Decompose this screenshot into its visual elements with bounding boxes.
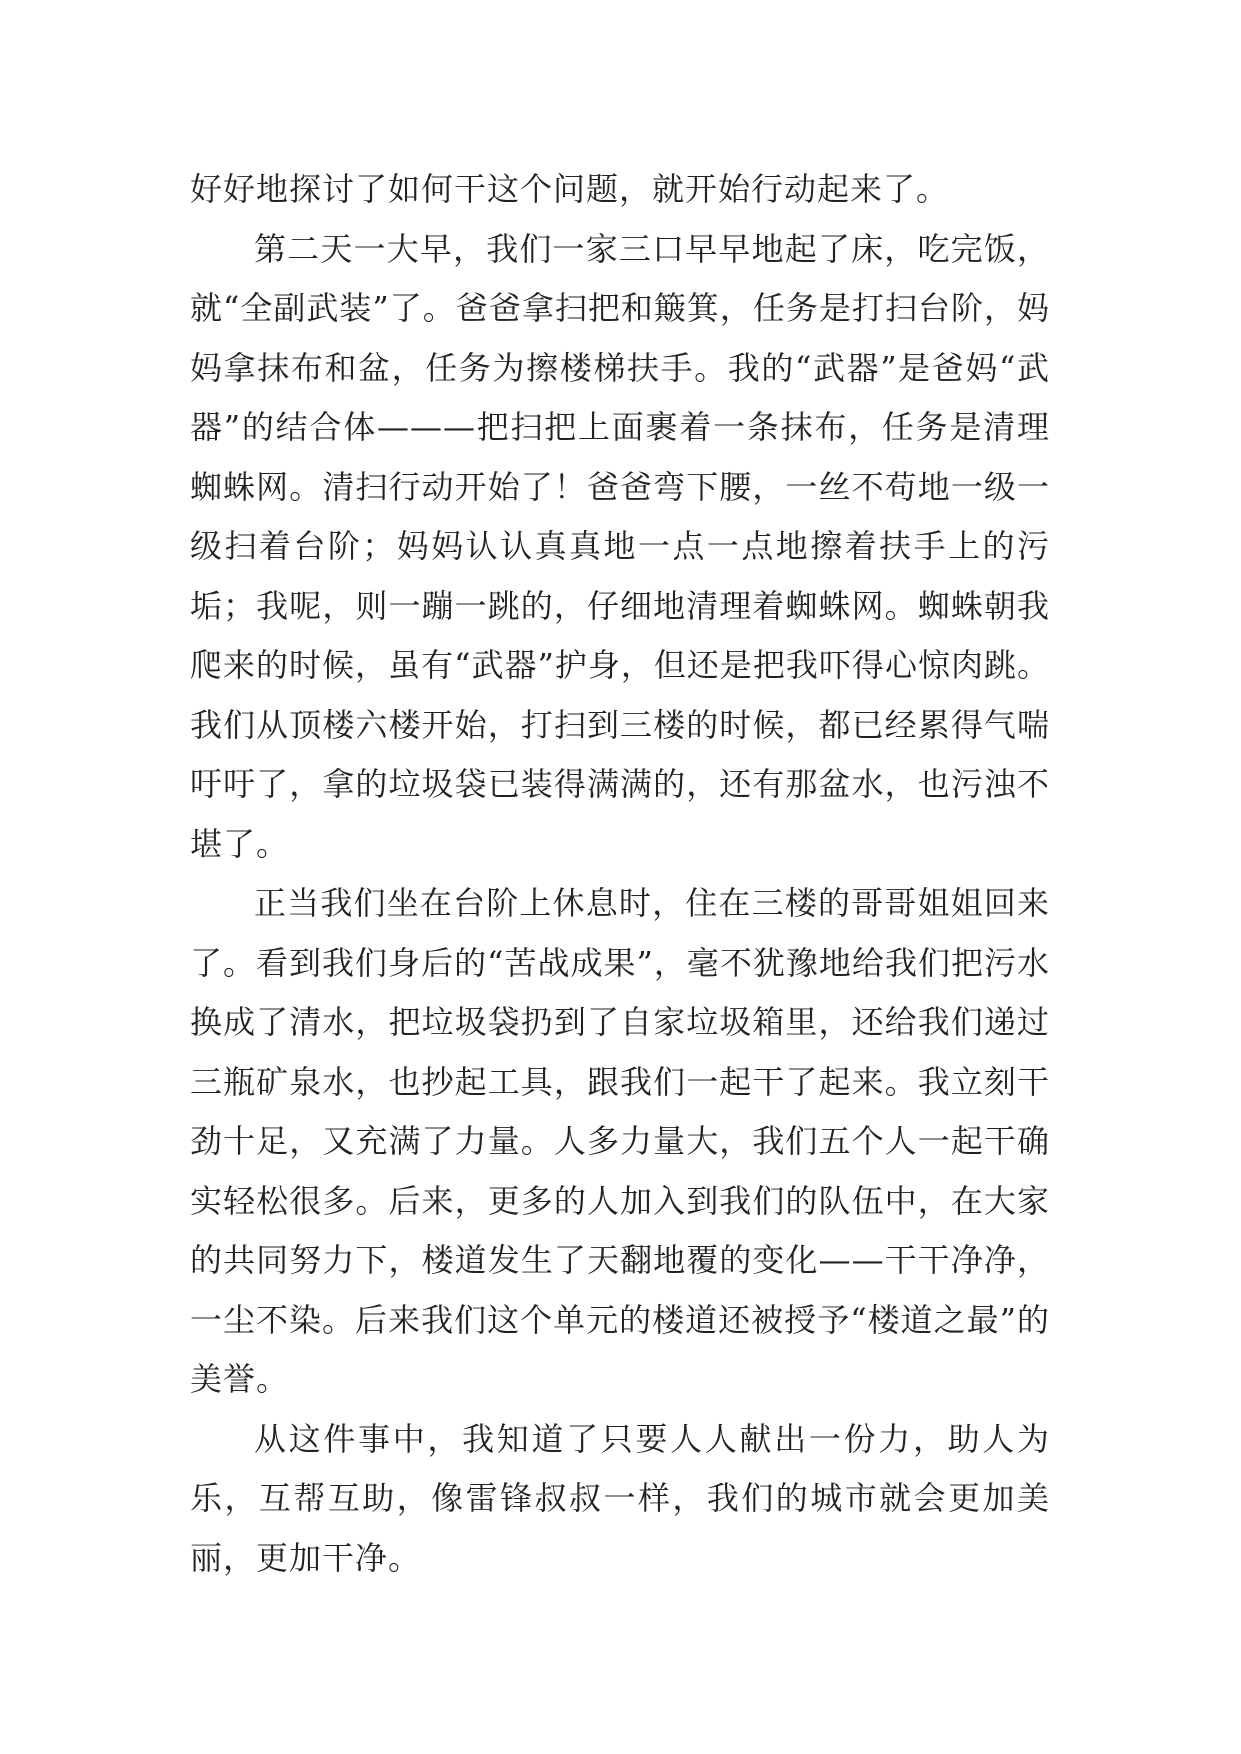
paragraph-conclusion: 从这件事中，我知道了只要人人献出一份力，助人为乐，互帮互助，像雷锋叔叔一样，我们的城市就会更加美丽，更加干净。 — [190, 1419, 1050, 1577]
paragraph-continued: 好好地探讨了如何干这个问题，就开始行动起来了。 — [190, 170, 950, 208]
paragraph-cleanup-action: 第二天一大早，我们一家三口早早地起了床，吃完饭，就“全副武装”了。爸爸拿扫把和簸箕，任务是打扫台阶，妈妈拿抹布和盆，任务为擦楼梯扶手。我的“武器”是爸妈“武器”的结合体———把扫把上面裹着一条抹布，任务是清理蜘蛛网。清扫行动开始了！爸爸弯下腰，一丝不苟地一级一级扫着台阶；妈妈认认真真地一点一点地擦着扶手上的污垢；我呢，则一蹦一跳的，仔细地清理着蜘蛛网。蜘蛛朝我爬来的时候，虽有“武器”护身，但还是把我吓得心惊肉跳。我们从顶楼六楼开始，打扫到三楼的时候，都已经累得气喘吁吁了，拿的垃圾袋已装得满满的，还有那盆水，也污浊不堪了。 — [190, 229, 1050, 863]
document-body — [190, 160, 1050, 1588]
paragraph-neighbors-help: 正当我们坐在台阶上休息时，住在三楼的哥哥姐姐回来了。看到我们身后的“苦战成果”，毫不犹豫地给我们把污水换成了清水，把垃圾袋扔到了自家垃圾箱里，还给我们递过三瓶矿泉水，也抄起工具，跟我们一起干了起来。我立刻干劲十足，又充满了力量。人多力量大，我们五个人一起干确实轻松很多。后来，更多的人加入到我们的队伍中，在大家的共同努力下，楼道发生了天翻地覆的变化——干干净净，一尘不染。后来我们这个单元的楼道还被授予“楼道之最”的美誉。 — [190, 884, 1050, 1398]
